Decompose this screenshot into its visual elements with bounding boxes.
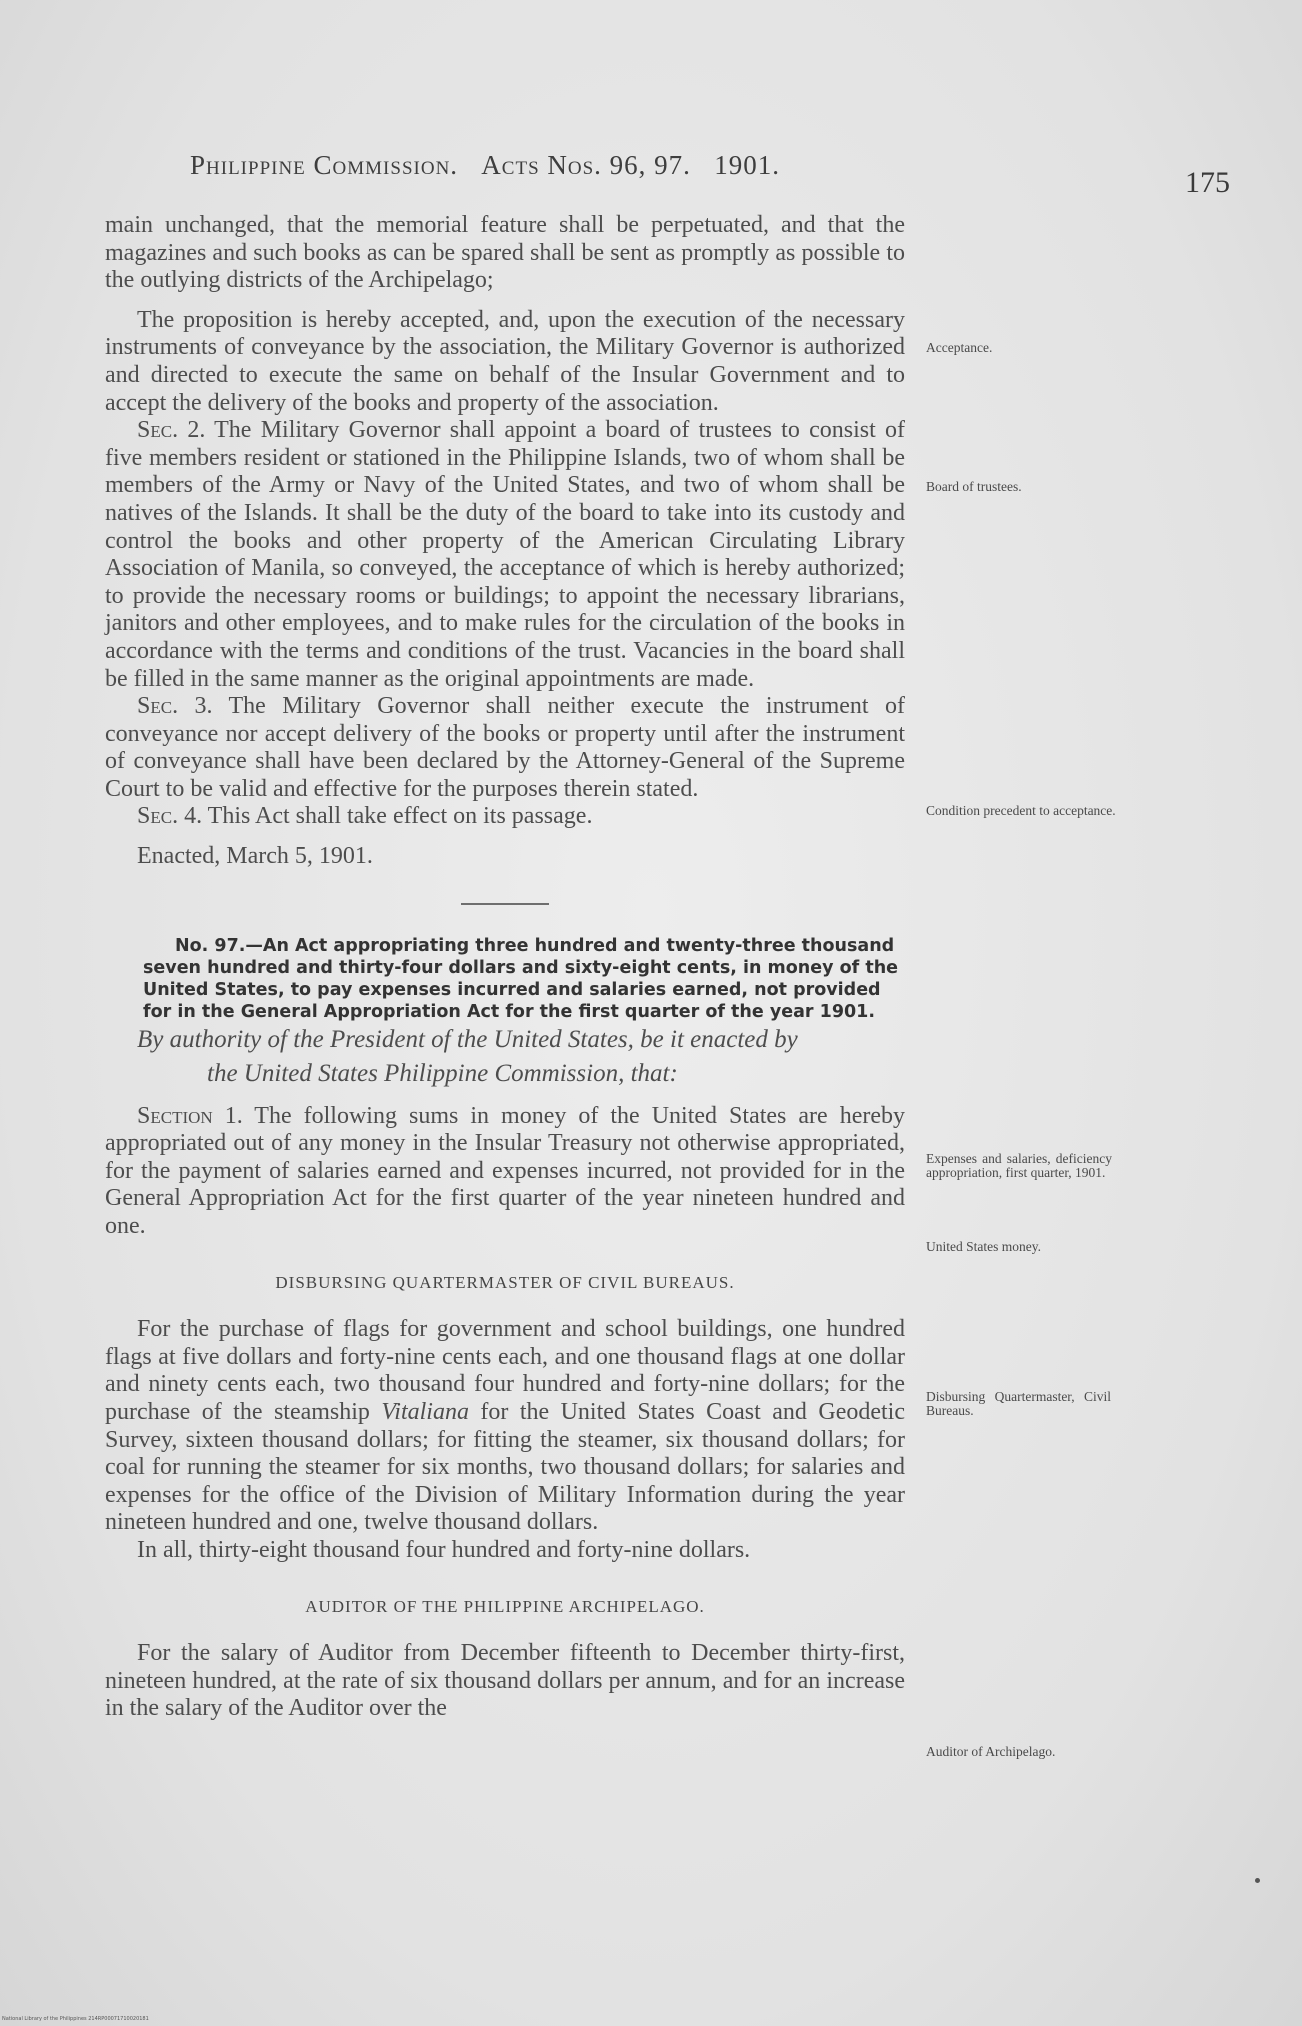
enacting-clause-line1: By authority of the President of the United States, be it enacted by: [137, 1025, 798, 1053]
margin-note-us-money: United States money.: [926, 1239, 1041, 1254]
section-3: [105, 693, 905, 803]
heading-disbursing-quartermaster: DISBURSING QUARTERMASTER OF CIVIL BUREAUS.: [275, 1272, 735, 1292]
section-3-text: The Military Governor shall neither execute the instrument of conveyance nor accept delivery of the books or property until after the instrument of conveyance shall have been declared by the Attorney-General of the Supreme Court to be valid and effective for the purposes therein stated.: [105, 693, 905, 802]
disbursing-text-a: For the purchase of flags for government and school buildings, one hundred flags at five dollars and forty-nine cents each, and one thousand flags at one dollar and ninety cents each, two thousand four hundred and forty-nine dollars; for the purchase of the steamship: [105, 1316, 905, 1425]
disbursing-total: In all, thirty-eight thousand four hundred and forty-nine dollars.: [137, 1536, 751, 1563]
section-2-text: The Military Governor shall appoint a board of trustees to consist of five members resident or stationed in the Philippine Islands, two of whom shall be members of the Army or Navy of the United States, and two of whom shall be natives of the Islands. It shall be the duty of the board to take into its custody and control the books and other property of the American Circulating Library Association of Manila, so conveyed, the acceptance of which is hereby authorized; to provide the necessary rooms or buildings; to appoint the necessary librarians, janitors and other employees, and to make rules for the circulation of the books in accordance with the terms and conditions of the trust. Vacancies in the board shall be filled in the same manner as the original appointments are made.: [105, 417, 905, 692]
margin-note-disbursing: Disbursing Quartermaster, Civil Bureaus.: [926, 1389, 1111, 1418]
scan-credit: National Library of the Philippines 214RP00071710020181: [2, 2016, 149, 2022]
section-1: [105, 1103, 905, 1241]
steamship-name: Vitaliana: [381, 1399, 469, 1425]
section-divider: [461, 903, 549, 905]
section-4-text: This Act shall take effect on its passage.: [207, 803, 593, 830]
auditor-paragraph: For the salary of Auditor from December fifteenth to December thirty-first, nineteen hundred, at the rate of six thousand dollars per annum, and for an increase in the salary of the Auditor over the: [105, 1640, 905, 1722]
speck-mark: [1255, 1878, 1260, 1883]
section-2-label: Sec. 2.: [137, 417, 206, 444]
section-2: [105, 417, 905, 693]
margin-note-acceptance: Acceptance.: [926, 340, 993, 355]
enacting-clause: [105, 1023, 905, 1091]
section-4-label: Sec. 4.: [137, 803, 203, 830]
section-4: [105, 803, 905, 831]
margin-note-expenses: Expenses and salaries, deficiency appropriation, first quarter, 1901.: [926, 1151, 1112, 1180]
margin-note-auditor: Auditor of Archipelago.: [926, 1744, 1056, 1759]
section-3-label: Sec. 3.: [137, 693, 213, 720]
page-body: [105, 212, 905, 1723]
disbursing-text-b: for the United States Coast and Geodetic Survey, sixteen thousand dollars; for fitting the steamer, six thousand dollars; for coal for running the steamer for six months, two thousand dollars; for salaries and expenses for the office of the Division of Military Information during the year nineteen hundred and one, twelve thousand dollars.: [105, 1399, 905, 1536]
margin-note-board: Board of trustees.: [926, 479, 1022, 494]
section-1-label: Section 1.: [137, 1102, 243, 1129]
page-number: 175: [1185, 166, 1230, 199]
running-header: [190, 150, 780, 181]
header-commission: Philippine Commission.: [190, 150, 459, 180]
heading-auditor: AUDITOR OF THE PHILIPPINE ARCHIPELAGO.: [305, 1596, 705, 1616]
act-97-title: No. 97.—An Act appropriating three hundred and twenty-three thousand seven hundred and thirty-four dollars and sixty-eight cents, in money of the United States, to pay expenses incurred and salaries earned, not provided for in the General Appropriation Act for the first quarter of the year 1901.: [143, 935, 899, 1022]
header-year: 1901.: [714, 150, 780, 180]
section-1-text: The following sums in money of the United States are hereby appropriated out of any money in the Insular Treasury not otherwise appropriated, for the payment of salaries earned and expenses incurred, not provided for in the General Appropriation Act for the first quarter of the year nineteen hundred and one.: [105, 1102, 906, 1240]
paragraph-acceptance: The proposition is hereby accepted, and, upon the execution of the necessary instruments of conveyance by the association, the Military Governor is authorized and directed to execute the same on behalf of the Insular Government and to accept the delivery of the books and property of the association.: [105, 306, 905, 416]
header-acts: Acts Nos. 96, 97.: [481, 150, 691, 180]
margin-note-condition: Condition precedent to acceptance.: [926, 803, 1116, 818]
paragraph-continuation: main unchanged, that the memorial feature shall be perpetuated, and that the magazines and such books as can be spared shall be sent as promptly as possible to the outlying districts of the Archipelago;: [105, 212, 905, 294]
enacted-date: Enacted, March 5, 1901.: [137, 843, 373, 870]
enacting-clause-line2: the United States Philippine Commission, that:: [207, 1059, 678, 1087]
disbursing-paragraph: [105, 1316, 905, 1537]
